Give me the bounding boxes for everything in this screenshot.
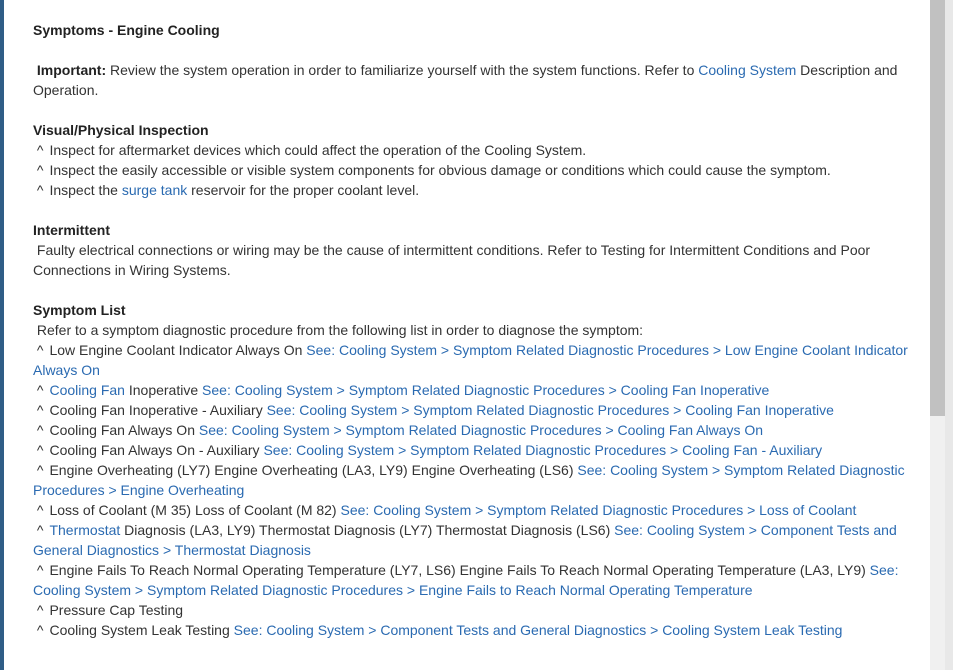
cooling-system-link[interactable]: Cooling System <box>698 62 797 78</box>
symptom-text: Pressure Cap Testing <box>49 602 184 618</box>
important-note <box>33 60 913 100</box>
cooling-fan-link[interactable]: Cooling Fan <box>49 382 125 398</box>
symptom-text: Engine Overheating (LY7) Engine Overheating (LA3, LY9) Engine Overheating (LS6) <box>49 462 578 478</box>
symptom-item <box>33 420 913 440</box>
window-edge <box>945 0 953 670</box>
scrollbar-thumb[interactable] <box>930 0 945 416</box>
symptom-item <box>33 460 913 500</box>
symptom-link[interactable]: See: Cooling System > Symptom Related Diagnostic Procedures > Loss of Coolant <box>340 502 857 518</box>
symptom-list-heading: Symptom List <box>33 302 126 318</box>
symptom-link[interactable]: See: Cooling System > Component Tests and General Diagnostics > Thermostat Diagnosis <box>33 522 897 558</box>
list-item <box>33 140 913 160</box>
symptom-intro-text: Refer to a symptom diagnostic procedure from the following list in order to diagnose the symptom: <box>36 322 644 338</box>
caret-icon: ^ <box>36 342 44 358</box>
symptom-text: Diagnosis (LA3, LY9) Thermostat Diagnosis (LY7) Thermostat Diagnosis (LS6) <box>120 522 615 538</box>
caret-icon: ^ <box>36 162 44 178</box>
symptom-item <box>33 520 913 560</box>
symptom-text: Low Engine Coolant Indicator Always On <box>49 342 307 358</box>
list-item-text: Inspect the easily accessible or visible system components for obvious damage or conditions which could cause the symptom. <box>49 162 831 178</box>
symptom-item <box>33 440 913 460</box>
page-title: Symptoms - Engine Cooling <box>33 22 220 38</box>
symptom-link[interactable]: See: Cooling System > Symptom Related Diagnostic Procedures > Cooling Fan Inoperative <box>202 382 770 398</box>
caret-icon: ^ <box>36 382 44 398</box>
document-panel <box>4 0 930 670</box>
intermittent-text <box>33 240 913 280</box>
caret-icon: ^ <box>36 622 44 638</box>
symptom-item <box>33 560 913 600</box>
symptom-item <box>33 620 913 640</box>
caret-icon: ^ <box>36 442 44 458</box>
list-item <box>33 160 913 180</box>
symptom-intro <box>33 320 913 340</box>
symptom-item <box>33 500 913 520</box>
caret-icon: ^ <box>36 502 44 518</box>
important-text-after: Description and Operation. <box>33 62 898 98</box>
symptom-text: Cooling System Leak Testing <box>49 622 234 638</box>
list-item-text: reservoir for the proper coolant level. <box>187 182 420 198</box>
symptom-text: Engine Fails To Reach Normal Operating Temperature (LY7, LS6) Engine Fails To Reach Normal Operating Temperature (LA3, LY9) <box>49 562 870 578</box>
symptom-link[interactable]: See: Cooling System > Symptom Related Diagnostic Procedures > Cooling Fan Inoperative <box>266 402 834 418</box>
caret-icon: ^ <box>36 462 44 478</box>
symptom-link[interactable]: See: Cooling System > Symptom Related Diagnostic Procedures > Engine Overheating <box>33 462 905 498</box>
intermittent-text-body: Faulty electrical connections or wiring may be the cause of intermittent conditions. Refer to Testing for Intermittent Conditions and Poor Connections in Wiring Systems. <box>33 242 871 278</box>
symptom-link[interactable]: See: Cooling System > Symptom Related Diagnostic Procedures > Low Engine Coolant Indicator Always On <box>33 342 908 378</box>
symptom-text: Inoperative <box>124 382 203 398</box>
symptom-text: Cooling Fan Inoperative - Auxiliary <box>49 402 267 418</box>
symptom-text: Cooling Fan Always On - Auxiliary <box>49 442 264 458</box>
symptom-item <box>33 340 913 380</box>
symptom-text: Loss of Coolant (M 35) Loss of Coolant (M 82) <box>49 502 341 518</box>
symptom-link[interactable]: See: Cooling System > Symptom Related Diagnostic Procedures > Cooling Fan Always On <box>198 422 764 438</box>
symptom-item <box>33 380 913 400</box>
caret-icon: ^ <box>36 422 44 438</box>
intermittent-heading: Intermittent <box>33 222 110 238</box>
caret-icon: ^ <box>36 402 44 418</box>
symptom-item <box>33 600 913 620</box>
symptom-item <box>33 400 913 420</box>
document-content <box>33 20 913 640</box>
list-item-text: Inspect the <box>49 182 122 198</box>
surge-tank-link[interactable]: surge tank <box>121 182 188 198</box>
caret-icon: ^ <box>36 522 44 538</box>
caret-icon: ^ <box>36 562 44 578</box>
caret-icon: ^ <box>36 142 44 158</box>
caret-icon: ^ <box>36 182 44 198</box>
symptom-link[interactable]: See: Cooling System > Component Tests and General Diagnostics > Cooling System Leak Testing <box>233 622 843 638</box>
caret-icon: ^ <box>36 602 44 618</box>
list-item <box>33 180 913 200</box>
visual-inspection-heading: Visual/Physical Inspection <box>33 122 209 138</box>
list-item-text: Inspect for aftermarket devices which could affect the operation of the Cooling System. <box>49 142 587 158</box>
symptom-text: Cooling Fan Always On <box>49 422 199 438</box>
symptom-link[interactable]: See: Cooling System > Symptom Related Diagnostic Procedures > Engine Fails to Reach Normal Operating Temperature <box>33 562 899 598</box>
symptom-link[interactable]: See: Cooling System > Symptom Related Diagnostic Procedures > Cooling Fan - Auxiliary <box>263 442 823 458</box>
important-text-before: Review the system operation in order to familiarize yourself with the system functions. Refer to <box>106 62 699 78</box>
important-label: Important: <box>36 62 107 78</box>
thermostat-link[interactable]: Thermostat <box>49 522 121 538</box>
